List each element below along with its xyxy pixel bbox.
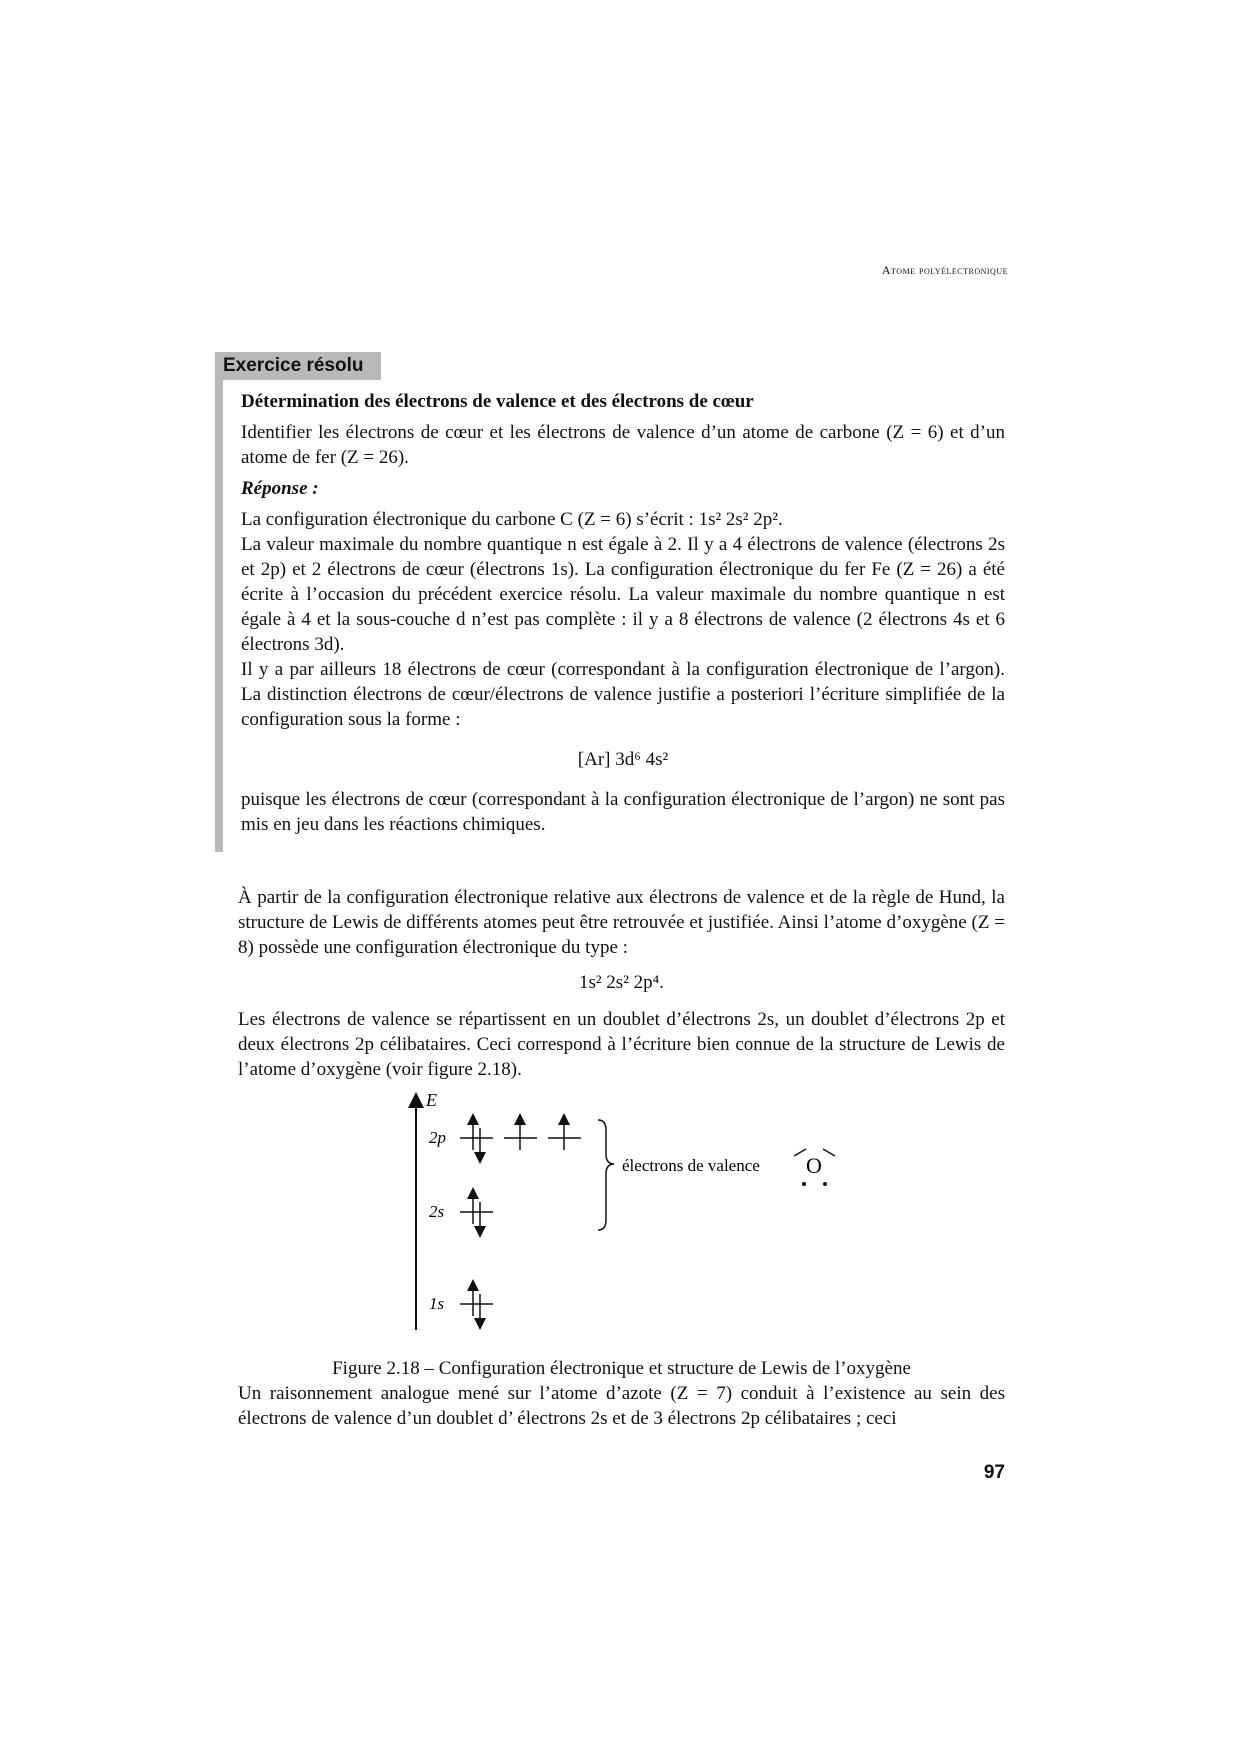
level-label-2s: 2s	[429, 1202, 445, 1221]
after-paragraph: Un raisonnement analogue mené sur l’atome d’azote (Z = 7) conduit à l’existence au sein des électrons de valence d’un doublet d’ électrons 2s et de 3 électrons 2p célibataires ; ceci	[238, 1383, 1005, 1429]
orbital-2p-1-paired	[460, 1119, 493, 1158]
exercise-paragraph-2: Il y a par ailleurs 18 électrons de cœur (correspondant à la configuration électronique de l’argon). La distinction électrons de cœur/électrons de valence justifie a posteriori l’écriture simplifiée de la configuration sous la forme :	[241, 659, 1005, 730]
oxygen-formula: 1s² 2s² 2p⁴.	[578, 972, 665, 993]
argon-formula: [Ar] 3d⁶ 4s²	[577, 749, 669, 770]
exercise-title: Détermination des électrons de valence et des électrons de cœur	[241, 391, 754, 412]
main-paragraph-2: Les électrons de valence se répartissent en un doublet d’électrons 2s, un doublet d’électrons 2p et deux électrons 2p célibataires. Ceci correspond à l’écriture bien connue de la structure de Lewis de l’atome d’oxygène (voir figure 2.18).	[238, 1009, 1005, 1080]
running-head: Atome polyélectronique	[881, 263, 1008, 277]
exercise-paragraph-3: puisque les électrons de cœur (correspondant à la configuration électronique de l’argon) ne sont pas mis en jeu dans les réactions chimiques.	[241, 789, 1005, 835]
axis-label-E: E	[426, 1092, 437, 1110]
orbital-2p-3-up	[548, 1119, 581, 1150]
energy-diagram-svg	[380, 1092, 880, 1332]
orbital-2s-paired	[460, 1193, 493, 1232]
exercise-sidebar-bar	[215, 380, 223, 852]
orbital-1s-paired	[460, 1285, 493, 1324]
exercise-question: Identifier les électrons de cœur et les électrons de valence d’un atome de carbone (Z = 6) et d’un atome de fer (Z = 26).	[241, 422, 1005, 468]
figure-caption: Figure 2.18 – Configuration électronique et structure de Lewis de l’oxygène	[332, 1358, 911, 1379]
main-text	[238, 885, 1005, 1082]
carbon-configuration: La configuration électronique du carbone C (Z = 6) s’écrit : 1s² 2s² 2p².	[241, 509, 783, 530]
valence-brace	[598, 1120, 614, 1230]
exercise-tab: Exercice résolu	[215, 352, 381, 380]
lewis-symbol: O	[806, 1153, 822, 1178]
exercise-body	[241, 389, 1005, 837]
level-label-2p: 2p	[429, 1128, 446, 1147]
exercise-paragraph-1: La valeur maximale du nombre quantique n est égale à 2. Il y a 4 électrons de valence (électrons 2s et 2p) et 2 électrons de cœur (électrons 1s). La configuration électronique du fer Fe (Z = 26) a été écrite à l’occasion du précédent exercice résolu. La valeur maximale du nombre quantique n est égale à 4 et la sous-couche d n’est pas complète : il y a 8 électrons de valence (2 électrons 4s et 6 électrons 3d).	[241, 534, 1005, 655]
orbital-2p-2-up	[504, 1119, 537, 1150]
answer-label: Réponse :	[241, 478, 319, 499]
after-text	[238, 1381, 1005, 1431]
energy-diagram	[380, 1092, 880, 1332]
page-number: 97	[983, 1462, 1005, 1483]
brace-label: électrons de valence	[622, 1156, 760, 1175]
main-paragraph-1: À partir de la configuration électronique relative aux électrons de valence et de la règle de Hund, la structure de Lewis de différents atomes peut être retrouvée et justifiée. Ainsi l’atome d’oxygène (Z = 8) possède une configuration électronique du type :	[238, 887, 1005, 958]
lewis-oxygen	[794, 1149, 835, 1186]
level-label-1s: 1s	[429, 1294, 445, 1313]
